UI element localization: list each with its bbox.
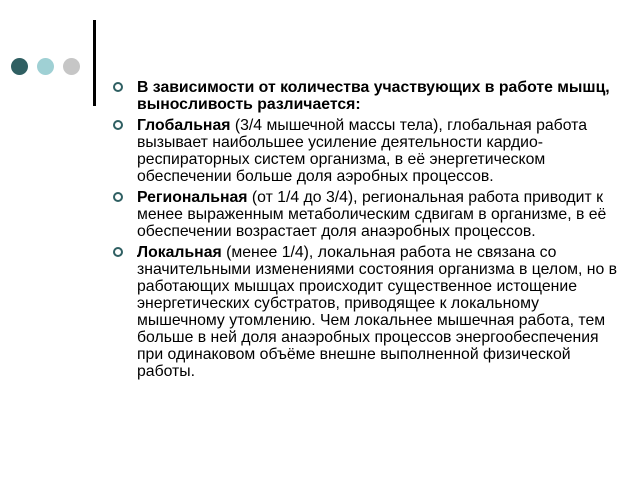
decor-dot-dark <box>11 58 28 75</box>
bullet-item-local <box>113 244 618 380</box>
decor-dot-light <box>37 58 54 75</box>
bullet-text: (от 1/4 до 3/4), региональная работа приводит к менее выраженным метаболическим сдвигам в организме, в её обеспечении возрастает доля анаэробных процессов. <box>137 189 607 240</box>
decor-dot-gray <box>63 58 80 75</box>
ring-bullet-icon <box>113 192 123 202</box>
bullet-text: (3/4 мышечной массы тела), глобальная работа вызывает наибольшее усиление деятельности кардио-респираторных систем организма, в её энергетическом обеспечении больше доля аэробных процессов. <box>137 117 587 185</box>
bullet-lead: Региональная <box>137 189 248 206</box>
bullet-lead: Локальная <box>137 244 222 261</box>
bullet-list <box>113 79 618 384</box>
decor-vertical-line <box>93 20 96 106</box>
bullet-lead: В зависимости от количества участвующих в работе мышц, выносливость различается: <box>137 79 610 113</box>
ring-bullet-icon <box>113 120 123 130</box>
ring-bullet-icon <box>113 82 123 92</box>
bullet-item-intro <box>113 79 618 113</box>
bullet-lead: Глобальная <box>137 117 231 134</box>
bullet-item-regional <box>113 189 618 240</box>
bullet-item-global <box>113 117 618 185</box>
ring-bullet-icon <box>113 247 123 257</box>
bullet-text: (менее 1/4), локальная работа не связана со значительными изменениями состояния организма в целом, но в работающих мышцах происходит существенное истощение энергетических субстратов, приводящее к локальному мышечному утомлению. Чем локальнее мышечная работа, тем больше в ней доля анаэробных процессов энергообеспечения при одинаковом объёме внешне выполненной физической работы. <box>137 244 618 380</box>
